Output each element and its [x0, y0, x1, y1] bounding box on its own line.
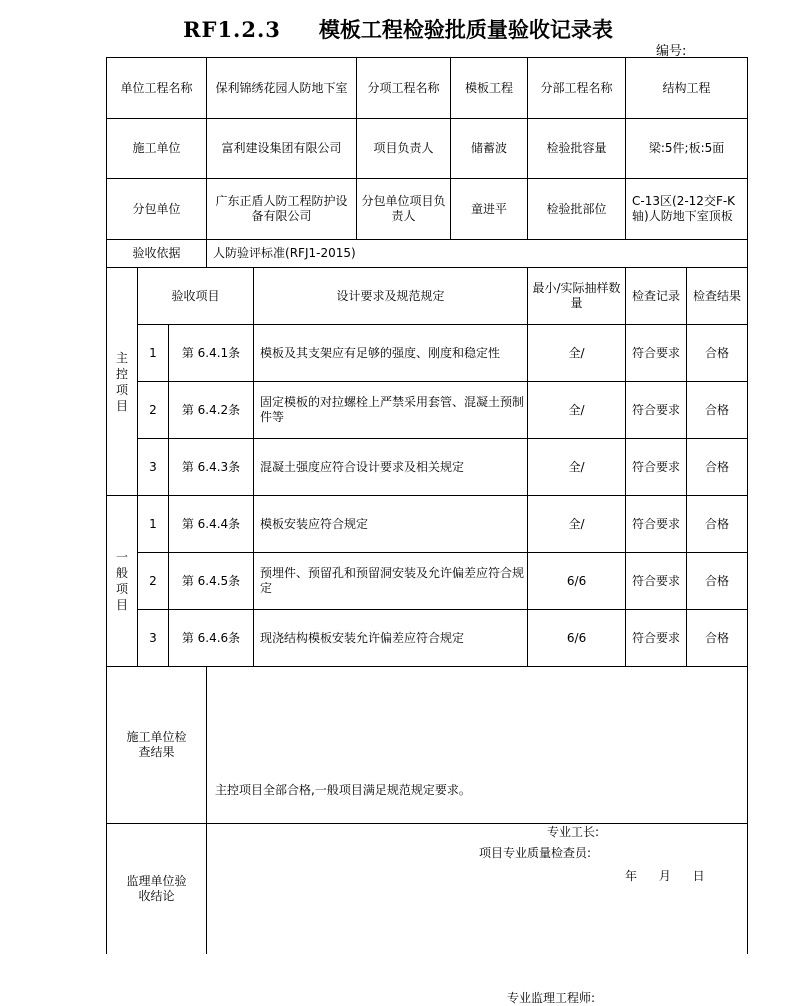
- item-result: 合格: [687, 610, 748, 667]
- table-row: [107, 382, 748, 439]
- item-clause: 第 6.4.5条: [169, 553, 254, 610]
- item-result: 合格: [687, 382, 748, 439]
- table-row: [107, 439, 748, 496]
- supervisor-check-body: [207, 824, 748, 1005]
- batch-location-label: 检验批部位: [528, 179, 626, 240]
- item-sample: 全/: [528, 382, 626, 439]
- supervisor-check-row: [107, 824, 748, 954]
- item-sample: 全/: [528, 439, 626, 496]
- form-title: 模板工程检验批质量验收记录表: [318, 17, 613, 42]
- contractor-check-label: 施工单位检查结果: [107, 667, 207, 824]
- sub-part-value: 结构工程: [626, 58, 748, 119]
- item-clause: 第 6.4.4条: [169, 496, 254, 553]
- supervising-engineer-label: 专业监理工程师:: [507, 990, 596, 1005]
- table-row: [107, 325, 748, 382]
- inspection-record-table: [106, 57, 748, 1005]
- batch-capacity-value: 梁:5件;板:5面: [626, 119, 748, 179]
- foreman-label: 专业工长:: [547, 825, 600, 839]
- info-row-contractor: [107, 119, 748, 179]
- supervisor-check-label: 监理单位验收结论: [107, 824, 207, 954]
- form-code: RF1.2.3: [183, 17, 281, 42]
- item-clause: 第 6.4.3条: [169, 439, 254, 496]
- column-header-row: [107, 268, 748, 325]
- item-record: 符合要求: [626, 610, 687, 667]
- item-requirement: 混凝土强度应符合设计要求及相关规定: [254, 439, 528, 496]
- item-sample: 6/6: [528, 553, 626, 610]
- sub-part-label: 分部工程名称: [528, 58, 626, 119]
- item-clause: 第 6.4.1条: [169, 325, 254, 382]
- project-lead-value: 储蓄波: [451, 119, 528, 179]
- contractor-value: 富利建设集团有限公司: [207, 119, 357, 179]
- sub-item-value: 模板工程: [451, 58, 528, 119]
- item-sample: 全/: [528, 496, 626, 553]
- table-row: [107, 496, 748, 553]
- item-result: 合格: [687, 553, 748, 610]
- item-record: 符合要求: [626, 553, 687, 610]
- item-record: 符合要求: [626, 496, 687, 553]
- main-group-label: 主控项目: [107, 268, 138, 496]
- basis-label: 验收依据: [107, 240, 207, 268]
- general-group-label: 一般项目: [107, 496, 138, 667]
- item-requirement: 现浇结构模板安装允许偏差应符合规定: [254, 610, 528, 667]
- subcontractor-value: 广东正盾人防工程防护设备有限公司: [207, 179, 357, 240]
- item-requirement: 模板安装应符合规定: [254, 496, 528, 553]
- project-lead-label: 项目负责人: [357, 119, 451, 179]
- item-requirement: 预埋件、预留孔和预留洞安装及允许偏差应符合规定: [254, 553, 528, 610]
- item-number: 2: [138, 382, 169, 439]
- sub-lead-value: 童进平: [451, 179, 528, 240]
- contractor-date-label: 年 月 日: [625, 869, 705, 883]
- contractor-conclusion: 主控项目全部合格,一般项目满足规范规定要求。: [215, 783, 471, 797]
- item-clause: 第 6.4.6条: [169, 610, 254, 667]
- col-record-header: 检查记录: [626, 268, 687, 325]
- item-result: 合格: [687, 325, 748, 382]
- item-record: 符合要求: [626, 325, 687, 382]
- unit-project-label: 单位工程名称: [107, 58, 207, 119]
- item-sample: 6/6: [528, 610, 626, 667]
- item-requirement: 固定模板的对拉螺栓上严禁采用套管、混凝土预制件等: [254, 382, 528, 439]
- item-number: 1: [138, 496, 169, 553]
- basis-row: [107, 240, 748, 268]
- contractor-check-row: [107, 667, 748, 824]
- col-requirement-header: 设计要求及规范规定: [254, 268, 528, 325]
- unit-project-value: 保利锦绣花园人防地下室: [207, 58, 357, 119]
- item-result: 合格: [687, 496, 748, 553]
- info-row-subcontractor: [107, 179, 748, 240]
- table-row: [107, 610, 748, 667]
- item-record: 符合要求: [626, 382, 687, 439]
- batch-location-value: C-13区(2-12交F-K轴)人防地下室顶板: [626, 179, 748, 240]
- subcontractor-label: 分包单位: [107, 179, 207, 240]
- contractor-label: 施工单位: [107, 119, 207, 179]
- col-item-header: 验收项目: [138, 268, 254, 325]
- item-clause: 第 6.4.2条: [169, 382, 254, 439]
- sub-item-label: 分项工程名称: [357, 58, 451, 119]
- item-number: 3: [138, 610, 169, 667]
- item-record: 符合要求: [626, 439, 687, 496]
- item-result: 合格: [687, 439, 748, 496]
- col-sample-header: 最小/实际抽样数量: [528, 268, 626, 325]
- item-number: 2: [138, 553, 169, 610]
- col-result-header: 检查结果: [687, 268, 748, 325]
- serial-number-label: 编号:: [656, 44, 687, 59]
- item-number: 1: [138, 325, 169, 382]
- item-requirement: 模板及其支架应有足够的强度、刚度和稳定性: [254, 325, 528, 382]
- basis-value: 人防验评标准(RFJ1-2015): [207, 240, 748, 268]
- info-row-unit: [107, 58, 748, 119]
- contractor-check-body: [207, 667, 748, 883]
- batch-capacity-label: 检验批容量: [528, 119, 626, 179]
- sub-lead-label: 分包单位项目负责人: [357, 179, 451, 240]
- item-sample: 全/: [528, 325, 626, 382]
- item-number: 3: [138, 439, 169, 496]
- quality-inspector-label: 项目专业质量检查员:: [479, 846, 592, 860]
- table-row: [107, 553, 748, 610]
